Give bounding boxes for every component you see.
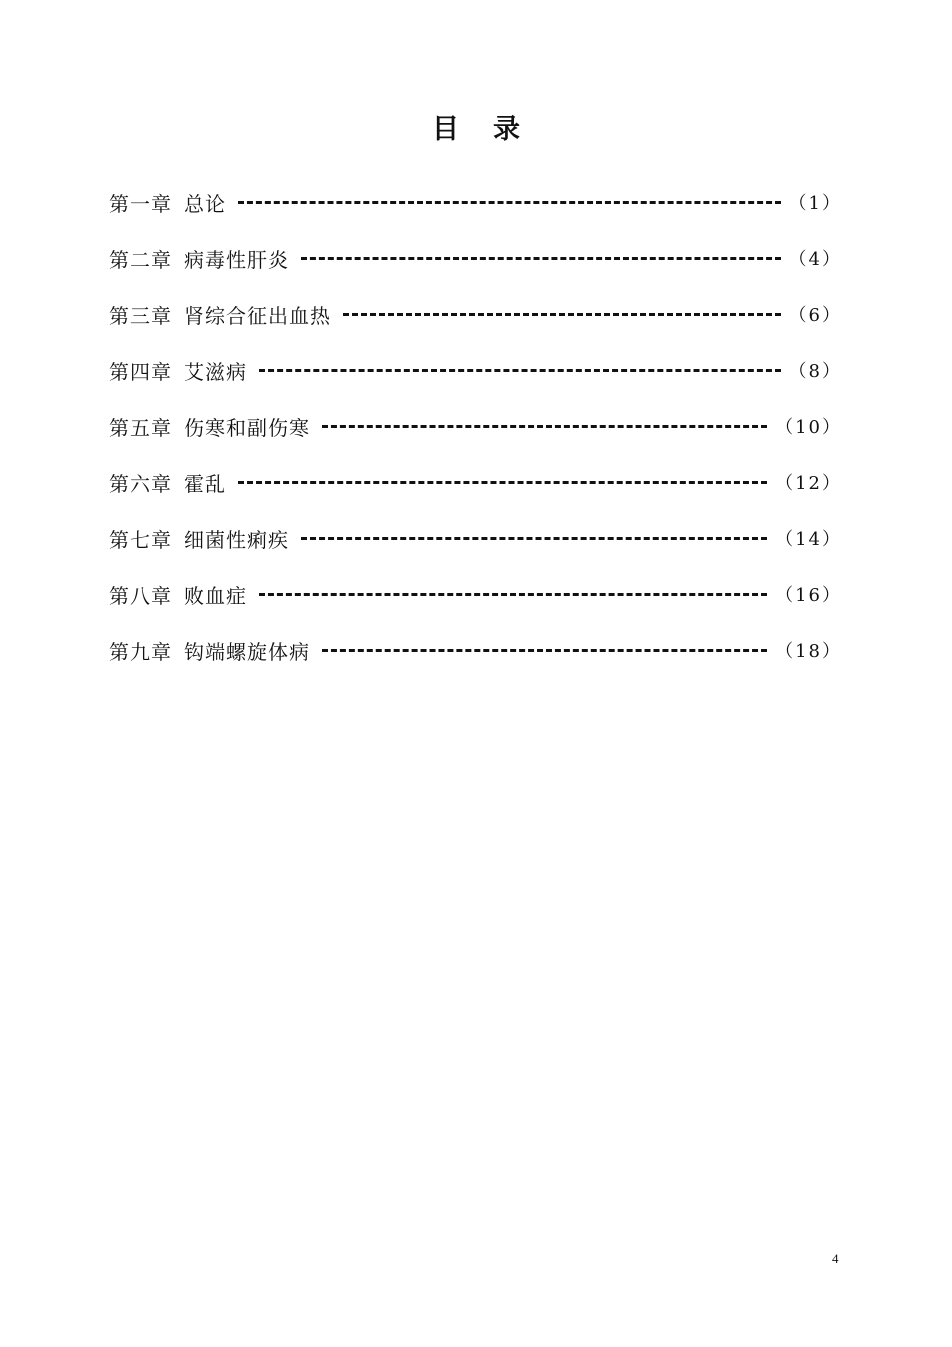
dot-leader xyxy=(238,481,767,484)
toc-entry[interactable] xyxy=(109,512,842,568)
chapter-title: 艾滋病 xyxy=(184,360,247,384)
chapter-number: 第四章 xyxy=(109,360,172,384)
toc-entry[interactable] xyxy=(109,568,842,624)
page-reference: （12） xyxy=(775,473,842,494)
page-reference: （10） xyxy=(775,417,842,438)
dot-leader xyxy=(259,369,781,372)
toc-entry[interactable] xyxy=(109,400,842,456)
dot-leader xyxy=(322,649,767,652)
chapter-number: 第八章 xyxy=(109,584,172,608)
chapter-number: 第六章 xyxy=(109,472,172,496)
dot-leader xyxy=(259,593,767,596)
chapter-number: 第三章 xyxy=(109,304,172,328)
chapter-title: 伤寒和副伤寒 xyxy=(184,416,310,440)
page-reference: （14） xyxy=(775,529,842,550)
dot-leader xyxy=(301,257,781,260)
page-title: 目录 xyxy=(432,114,554,145)
dot-leader xyxy=(238,201,781,204)
chapter-title: 霍乱 xyxy=(184,472,226,496)
page-reference: （4） xyxy=(788,249,842,270)
toc-entry[interactable] xyxy=(109,456,842,512)
chapter-number: 第九章 xyxy=(109,640,172,664)
page-reference: （1） xyxy=(788,193,842,214)
chapter-number: 第二章 xyxy=(109,248,172,272)
toc-entry[interactable] xyxy=(109,288,842,344)
page-reference: （6） xyxy=(788,305,842,326)
page-reference: （18） xyxy=(775,641,842,662)
dot-leader xyxy=(322,425,767,428)
chapter-title: 肾综合征出血热 xyxy=(184,304,331,328)
chapter-number: 第七章 xyxy=(109,528,172,552)
chapter-title: 败血症 xyxy=(184,584,247,608)
table-of-contents xyxy=(109,176,842,680)
chapter-title: 细菌性痢疾 xyxy=(184,528,289,552)
toc-entry[interactable] xyxy=(109,624,842,680)
chapter-title: 总论 xyxy=(184,192,226,216)
toc-entry[interactable] xyxy=(109,176,842,232)
dot-leader xyxy=(301,537,767,540)
dot-leader xyxy=(343,313,781,316)
chapter-title: 病毒性肝炎 xyxy=(184,248,289,272)
chapter-title: 钩端螺旋体病 xyxy=(184,640,310,664)
toc-entry[interactable] xyxy=(109,232,842,288)
page-reference: （16） xyxy=(775,585,842,606)
toc-entry[interactable] xyxy=(109,344,842,400)
page-reference: （8） xyxy=(788,361,842,382)
chapter-number: 第一章 xyxy=(109,192,172,216)
page-number: 4 xyxy=(832,1251,839,1266)
chapter-number: 第五章 xyxy=(109,416,172,440)
